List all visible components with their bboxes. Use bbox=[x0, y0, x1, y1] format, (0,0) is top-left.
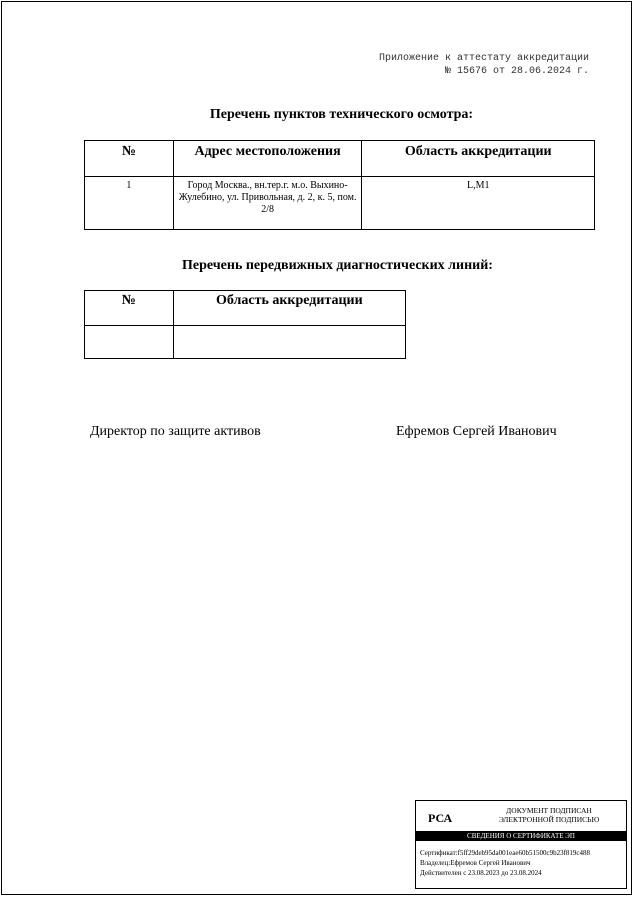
cell-number: 1 bbox=[85, 177, 174, 230]
mobile-lines-title: Перечень передвижных диагностических линий: bbox=[182, 258, 493, 273]
stamp-heading bbox=[474, 806, 624, 824]
column-header-scope: Область аккредитации bbox=[362, 141, 595, 177]
table-header-row bbox=[85, 141, 595, 177]
column-header-address: Адрес местоположения bbox=[173, 141, 362, 177]
annex-line-1: Приложение к аттестату аккредитации bbox=[378, 53, 589, 64]
table-row bbox=[85, 326, 406, 359]
table-header-row bbox=[85, 291, 406, 326]
inspection-points-title: Перечень пунктов технического осмотра: bbox=[209, 107, 474, 122]
cell-scope: L,M1 bbox=[362, 177, 595, 230]
annex-line-2: № 15676 от 28.06.2024 г. bbox=[444, 66, 589, 77]
stamp-owner: Владелец:Ефремов Сергей Иванович bbox=[420, 859, 531, 867]
stamp-certificate: Сертификат:f5ff29deb95da001eae60b51500c9b23f819c488 bbox=[420, 849, 591, 857]
mobile-lines-table bbox=[84, 290, 406, 359]
cell-scope bbox=[173, 326, 405, 359]
page-border bbox=[1, 1, 632, 895]
stamp-heading-line-2: ЭЛЕКТРОННОЙ ПОДПИСЬЮ bbox=[498, 815, 600, 824]
electronic-signature-stamp bbox=[415, 800, 627, 889]
stamp-details bbox=[420, 848, 590, 878]
inspection-points-table bbox=[84, 140, 595, 230]
annex-header bbox=[379, 52, 589, 78]
column-header-number: № bbox=[85, 291, 174, 326]
signatory-role: Директор по защите активов bbox=[90, 424, 261, 439]
column-header-scope: Область аккредитации bbox=[173, 291, 405, 326]
stamp-logo: РСА bbox=[428, 811, 453, 825]
stamp-heading-line-1: ДОКУМЕНТ ПОДПИСАН bbox=[506, 806, 592, 815]
stamp-validity: Действителен с 23.08.2023 до 23.08.2024 bbox=[420, 869, 542, 877]
cell-number bbox=[85, 326, 174, 359]
signatory-name: Ефремов Сергей Иванович bbox=[396, 424, 557, 439]
column-header-number: № bbox=[85, 141, 174, 177]
table-row bbox=[85, 177, 595, 230]
cell-address: Город Москва., вн.тер.г. м.о. Выхино-Жулебино, ул. Привольная, д. 2, к. 5, пом. 2/8 bbox=[173, 177, 362, 230]
stamp-certificate-bar: СВЕДЕНИЯ О СЕРТИФИКАТЕ ЭП bbox=[416, 831, 626, 841]
